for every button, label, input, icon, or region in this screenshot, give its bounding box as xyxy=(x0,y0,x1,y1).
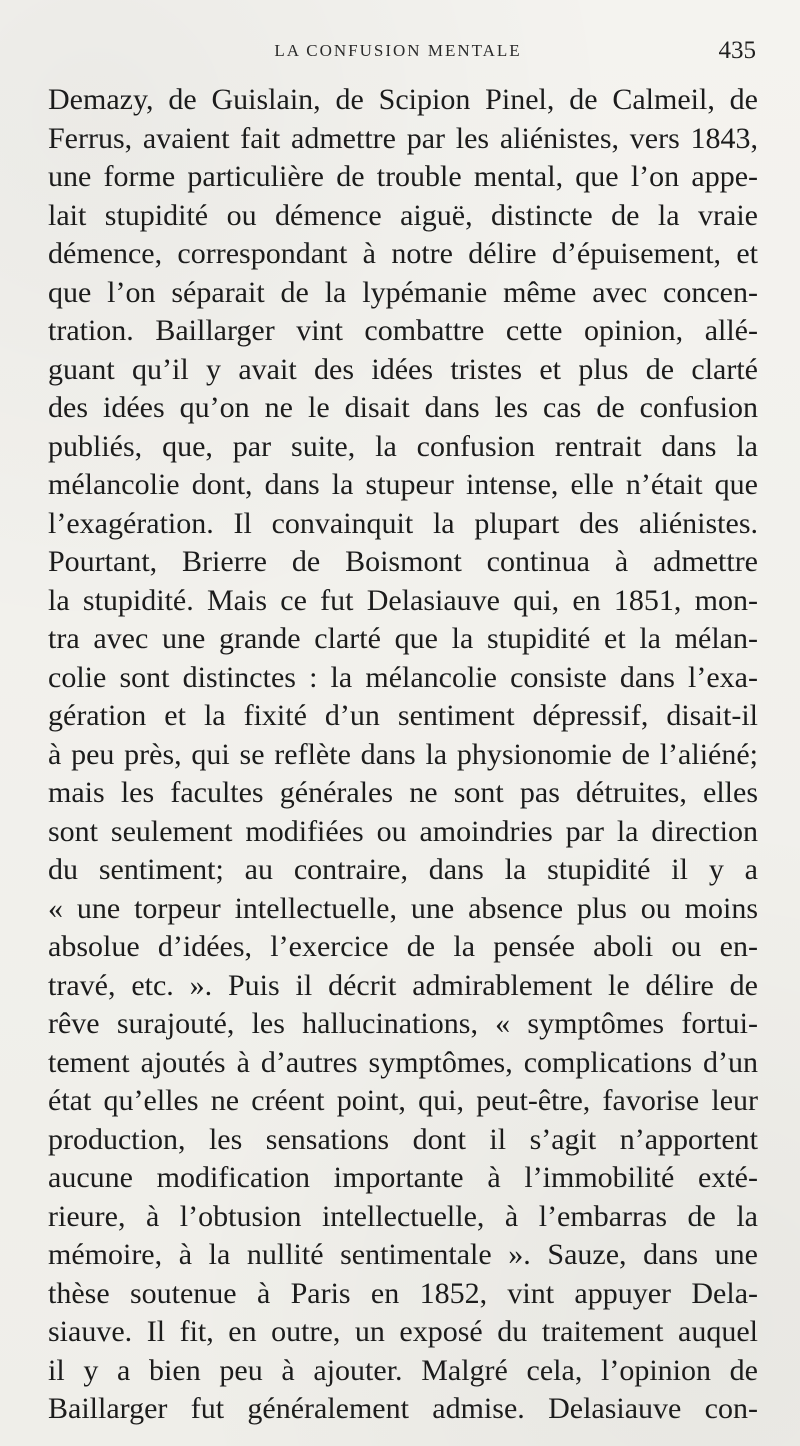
text-line: aucune modification importante à l’immobilité exté- xyxy=(48,1161,758,1194)
text-line: tration. Baillarger vint combattre cette opinion, allé- xyxy=(48,314,758,347)
text-line: sont seulement modifiées ou amoindries par la direction xyxy=(48,814,758,848)
text-line: Pourtant, Brierre de Boismont continua à admettre xyxy=(48,545,758,578)
text-line: siauve. Il fit, en outre, un exposé du traitement auquel xyxy=(48,1315,758,1348)
text-line: travé, etc. ». Puis il décrit admirablement le délire de xyxy=(48,968,758,1002)
text-line: démence, correspondant à notre délire d’épuisement, et xyxy=(48,237,758,270)
text-line: que l’on séparait de la lypémanie même avec concen- xyxy=(48,275,758,309)
text-line: colie sont distinctes : la mélancolie consiste dans l’exa- xyxy=(48,660,758,694)
text-line: Demazy, de Guislain, de Scipion Pinel, de Calmeil, de xyxy=(48,83,758,116)
text-line: « une torpeur intellectuelle, une absence plus ou moins xyxy=(48,891,758,925)
page-number: 435 xyxy=(718,37,756,64)
page-header xyxy=(40,37,756,65)
text-line: lait stupidité ou démence aiguë, distincte de la vraie xyxy=(48,198,758,232)
body-text xyxy=(48,81,758,1429)
text-line: tement ajoutés à d’autres symptômes, complications d’un xyxy=(48,1045,758,1079)
text-line: il y a bien peu à ajouter. Malgré cela, l’opinion de xyxy=(48,1353,758,1387)
text-line: mémoire, à la nullité sentimentale ». Sauze, dans une xyxy=(48,1238,758,1271)
text-line: guant qu’il y avait des idées tristes et plus de clarté xyxy=(48,352,758,386)
text-line: rieure, à l’obtusion intellectuelle, à l’embarras de la xyxy=(48,1199,758,1233)
text-line: production, les sensations dont il s’agit n’apportent xyxy=(48,1122,758,1156)
text-line: rêve surajouté, les hallucinations, « symptômes fortui- xyxy=(48,1007,758,1040)
text-line: publiés, que, par suite, la confusion rentrait dans la xyxy=(48,429,758,463)
text-line: mais les facultes générales ne sont pas détruites, elles xyxy=(48,776,758,809)
text-line: Baillarger fut généralement admise. Delasiauve con- xyxy=(48,1392,758,1425)
text-line: la stupidité. Mais ce fut Delasiauve qui, en 1851, mon- xyxy=(48,583,758,617)
running-title: LA CONFUSION MENTALE xyxy=(274,41,522,60)
text-line: à peu près, qui se reflète dans la physionomie de l’aliéné; xyxy=(48,737,758,771)
text-line: du sentiment; au contraire, dans la stupidité il y a xyxy=(48,853,758,886)
text-line: mélancolie dont, dans la stupeur intense, elle n’était que xyxy=(48,468,758,501)
text-line: thèse soutenue à Paris en 1852, vint appuyer Dela- xyxy=(48,1276,758,1310)
text-line: Ferrus, avaient fait admettre par les aliénistes, vers 1843, xyxy=(48,121,758,155)
text-line: des idées qu’on ne le disait dans les cas de confusion xyxy=(48,391,758,424)
text-line: absolue d’idées, l’exercice de la pensée aboli ou en- xyxy=(48,930,758,963)
text-line: tra avec une grande clarté que la stupidité et la mélan- xyxy=(48,622,758,655)
text-line: l’exagération. Il convainquit la plupart des aliénistes. xyxy=(48,506,758,540)
text-line: gération et la fixité d’un sentiment dépressif, disait-il xyxy=(48,699,758,732)
text-line: état qu’elles ne créent point, qui, peut-être, favorise leur xyxy=(48,1084,758,1117)
text-line: une forme particulière de trouble mental, que l’on appe- xyxy=(48,160,758,193)
